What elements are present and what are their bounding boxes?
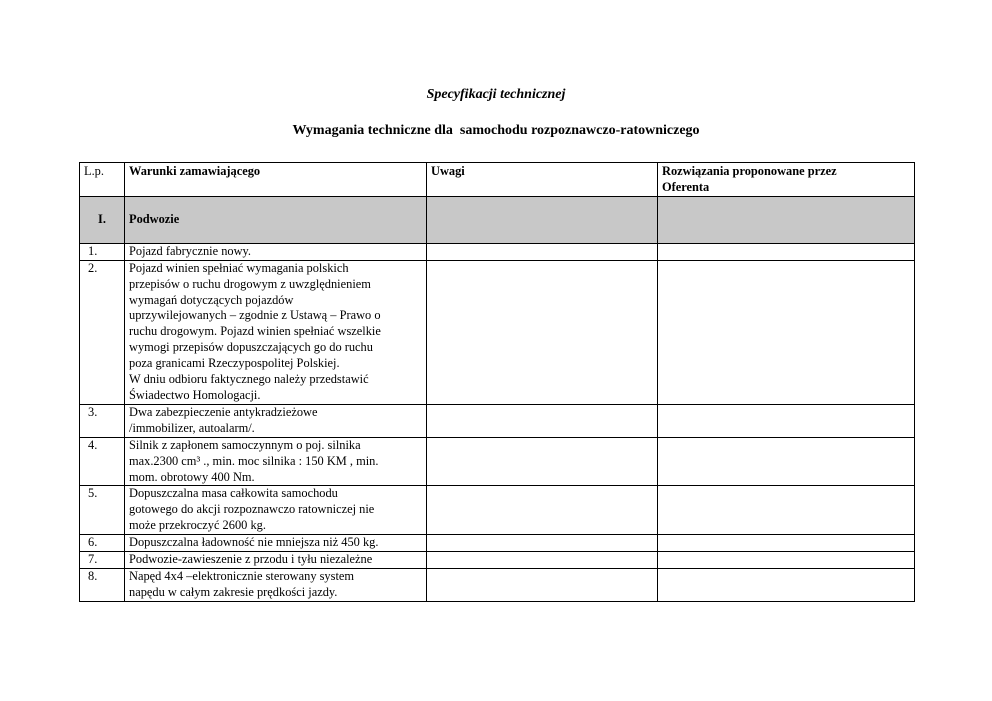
requirement-line: Świadectwo Homologacji. — [129, 387, 261, 402]
document-title: Specyfikacji technicznej — [426, 87, 566, 102]
row-requirement — [125, 437, 427, 486]
requirements-table — [79, 162, 915, 602]
row-number: 5. — [80, 486, 125, 535]
requirement-line: przepisów o ruchu drogowym z uwzględnieniem — [129, 276, 371, 291]
section-solutions-cell — [658, 196, 915, 243]
row-number: 7. — [80, 552, 125, 569]
row-proposed-solution[interactable] — [658, 486, 915, 535]
table-row — [80, 552, 915, 569]
section-title: Podwozie — [125, 196, 427, 243]
requirement-line: wymagań dotyczących pojazdów — [129, 292, 294, 307]
row-requirement — [125, 535, 427, 552]
row-remarks[interactable] — [427, 260, 658, 404]
requirement-line: W dniu odbioru faktycznego należy przedstawić — [129, 372, 369, 387]
requirement-line: Podwozie-zawieszenie z przodu i tyłu niezależne — [129, 552, 373, 567]
requirement-line: ruchu drogowym. Pojazd winien spełniać wszelkie — [129, 324, 381, 339]
table-row — [80, 404, 915, 437]
row-proposed-solution[interactable] — [658, 568, 915, 601]
row-number: 1. — [80, 243, 125, 260]
row-requirement — [125, 568, 427, 601]
table-row — [80, 260, 915, 404]
requirement-line: Pojazd winien spełniać wymagania polskich — [129, 260, 349, 275]
requirement-line: Napęd 4x4 –elektronicznie sterowany system — [129, 568, 355, 583]
header-lp: L.p. — [80, 163, 125, 197]
header-requirements: Warunki zamawiającego — [125, 163, 427, 197]
header-solutions-line1: Rozwiązania proponowane przez — [662, 164, 837, 178]
row-remarks[interactable] — [427, 552, 658, 569]
requirement-line: może przekroczyć 2600 kg. — [129, 518, 266, 533]
requirement-line: Dopuszczalna ładowność nie mniejsza niż 450 kg. — [129, 535, 379, 550]
row-proposed-solution[interactable] — [658, 243, 915, 260]
row-remarks[interactable] — [427, 568, 658, 601]
table-row — [80, 486, 915, 535]
table-row — [80, 243, 915, 260]
requirement-line: gotowego do akcji rozpoznawczo ratowniczej nie — [129, 502, 375, 517]
row-requirement — [125, 404, 427, 437]
requirement-line: /immobilizer, autoalarm/. — [129, 420, 255, 435]
row-number: 2. — [80, 260, 125, 404]
header-solutions — [658, 163, 915, 197]
requirement-line: max.2300 cm³ ., min. moc silnika : 150 KM , min. — [129, 453, 379, 468]
requirement-line: Dwa zabezpieczenie antykradzieżowe — [129, 404, 318, 419]
row-remarks[interactable] — [427, 243, 658, 260]
requirement-line: mom. obrotowy 400 Nm. — [129, 469, 255, 484]
row-proposed-solution[interactable] — [658, 404, 915, 437]
row-proposed-solution[interactable] — [658, 535, 915, 552]
header-remarks: Uwagi — [427, 163, 658, 197]
row-number: 8. — [80, 568, 125, 601]
section-remarks-cell — [427, 196, 658, 243]
row-number: 4. — [80, 437, 125, 486]
row-proposed-solution[interactable] — [658, 260, 915, 404]
table-row — [80, 437, 915, 486]
requirement-line: wymogi przepisów dopuszczających go do ruchu — [129, 340, 373, 355]
document-heading: Wymagania techniczne dla samochodu rozpoznawczo-ratowniczego — [292, 123, 700, 138]
row-requirement — [125, 552, 427, 569]
section-row — [80, 196, 915, 243]
requirement-line: poza granicami Rzeczypospolitej Polskiej. — [129, 356, 340, 371]
row-requirement — [125, 486, 427, 535]
requirement-line: uprzywilejowanych – zgodnie z Ustawą – Prawo o — [129, 308, 381, 323]
row-remarks[interactable] — [427, 404, 658, 437]
table-header-row — [80, 163, 915, 197]
row-requirement — [125, 243, 427, 260]
row-remarks[interactable] — [427, 535, 658, 552]
header-solutions-line2: Oferenta — [662, 179, 710, 194]
section-number: I. — [80, 196, 125, 243]
requirement-line: napędu w całym zakresie prędkości jazdy. — [129, 584, 338, 599]
row-remarks[interactable] — [427, 486, 658, 535]
row-number: 6. — [80, 535, 125, 552]
table-row — [80, 535, 915, 552]
row-proposed-solution[interactable] — [658, 437, 915, 486]
row-proposed-solution[interactable] — [658, 552, 915, 569]
requirement-line: Silnik z zapłonem samoczynnym o poj. silnika — [129, 437, 361, 452]
row-requirement — [125, 260, 427, 404]
requirement-line: Pojazd fabrycznie nowy. — [129, 243, 252, 258]
table-row — [80, 568, 915, 601]
row-remarks[interactable] — [427, 437, 658, 486]
row-number: 3. — [80, 404, 125, 437]
requirement-line: Dopuszczalna masa całkowita samochodu — [129, 486, 338, 501]
